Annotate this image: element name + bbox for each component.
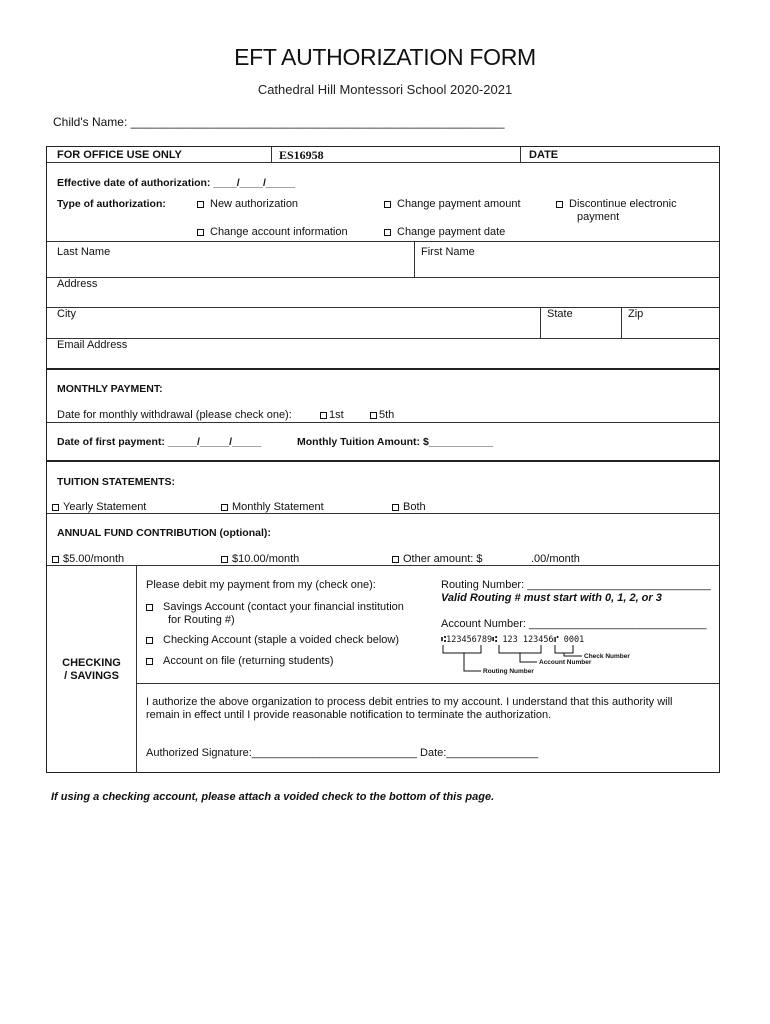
office-date-label: DATE (529, 149, 559, 161)
checking-account-option[interactable]: Checking Account (staple a voided check below) (146, 634, 399, 646)
authorization-statement-line2: remain in effect until I provide reasonable notification to terminate the authorization. (146, 709, 552, 721)
checkbox-icon[interactable] (197, 201, 204, 208)
form-title: EFT AUTHORIZATION FORM (234, 44, 536, 70)
checkbox-icon[interactable] (146, 637, 153, 644)
savings-account-option[interactable]: Savings Account (contact your financial institution (146, 601, 404, 613)
savings-account-option-line2: for Routing #) (168, 614, 235, 626)
account-number-label: Account Number (539, 659, 592, 666)
checkbox-icon[interactable] (392, 556, 399, 563)
checkbox-icon[interactable] (52, 504, 59, 511)
address-field[interactable]: Address (57, 278, 98, 290)
first-name-field[interactable]: First Name (421, 246, 475, 258)
zip-field[interactable]: Zip (628, 308, 644, 320)
routing-number-label: Routing Number (483, 668, 534, 675)
both-statement-option[interactable]: Both (392, 501, 426, 513)
checkbox-icon[interactable] (146, 604, 153, 611)
account-number-field[interactable]: Account Number: _____________________________ (441, 618, 707, 630)
fund-other-suffix: .00/month (531, 553, 580, 565)
check-diagram (441, 633, 631, 683)
email-field[interactable]: Email Address (57, 339, 128, 351)
micr-line: ⑆123456789⑆ 123 123456⑈ 0001 (441, 635, 585, 645)
authorization-type-label: Type of authorization: (57, 198, 166, 210)
monthly-payment-heading: MONTHLY PAYMENT: (57, 383, 163, 395)
monthly-statement-option[interactable]: Monthly Statement (221, 501, 324, 513)
change-account-option[interactable]: Change account information (197, 226, 348, 238)
eft-form-table (46, 146, 720, 773)
checkbox-icon[interactable] (384, 201, 391, 208)
checkbox-icon[interactable] (52, 556, 59, 563)
check-number-label: Check Number (584, 653, 630, 660)
withdrawal-1st-option[interactable]: 1st (320, 409, 344, 421)
state-field[interactable]: State (547, 308, 573, 320)
routing-number-note: Valid Routing # must start with 0, 1, 2, or 3 (441, 592, 662, 604)
school-subtitle: Cathedral Hill Montessori School 2020-2021 (257, 82, 513, 97)
checkbox-icon[interactable] (392, 504, 399, 511)
annual-fund-heading: ANNUAL FUND CONTRIBUTION (optional): (57, 527, 271, 539)
debit-from-label: Please debit my payment from my (check one): (146, 579, 376, 591)
fund-5-option[interactable]: $5.00/month (52, 553, 124, 565)
checkbox-icon[interactable] (146, 658, 153, 665)
discontinue-option[interactable]: Discontinue electronic (556, 198, 677, 210)
routing-number-field[interactable]: Routing Number: ______________________________ (441, 579, 711, 591)
checking-savings-label: CHECKING (62, 657, 121, 669)
account-on-file-option[interactable]: Account on file (returning students) (146, 655, 334, 667)
fund-other-option[interactable]: Other amount: $ (392, 553, 483, 565)
last-name-field[interactable]: Last Name (57, 246, 111, 258)
office-code: ES16958 (279, 148, 324, 162)
checkbox-icon[interactable] (370, 412, 377, 419)
voided-check-note: If using a checking account, please attach a voided check to the bottom of this page. (51, 791, 495, 803)
withdrawal-5th-option[interactable]: 5th (370, 409, 394, 421)
checkbox-icon[interactable] (221, 504, 228, 511)
signature-date-field[interactable]: Authorized Signature:___________________________ Date:_______________ (146, 747, 539, 759)
checkbox-icon[interactable] (320, 412, 327, 419)
change-amount-option[interactable]: Change payment amount (384, 198, 521, 210)
first-payment-date-field[interactable]: Date of first payment: _____/_____/_____ (57, 436, 262, 448)
office-use-label: FOR OFFICE USE ONLY (57, 149, 182, 161)
tuition-statements-heading: TUITION STATEMENTS: (57, 476, 176, 488)
discontinue-option-line2: payment (577, 211, 620, 223)
fund-10-option[interactable]: $10.00/month (221, 553, 299, 565)
new-authorization-option[interactable]: New authorization (197, 198, 298, 210)
checkbox-icon[interactable] (197, 229, 204, 236)
checkbox-icon[interactable] (556, 201, 563, 208)
change-date-option[interactable]: Change payment date (384, 226, 505, 238)
yearly-statement-option[interactable]: Yearly Statement (52, 501, 146, 513)
checkbox-icon[interactable] (384, 229, 391, 236)
checkbox-icon[interactable] (221, 556, 228, 563)
tuition-amount-field[interactable]: Monthly Tuition Amount: $___________ (297, 436, 494, 448)
checking-savings-label-2: / SAVINGS (64, 670, 119, 682)
withdrawal-date-label: Date for monthly withdrawal (please check one): (57, 409, 292, 421)
effective-date-field[interactable]: Effective date of authorization: ____/____/_____ (57, 177, 296, 189)
child-name-field[interactable]: Child's Name: ________________________________________________________ (53, 115, 505, 129)
city-field[interactable]: City (57, 308, 76, 320)
authorization-statement: I authorize the above organization to process debit entries to my account. I understand that this authority will (146, 696, 673, 708)
